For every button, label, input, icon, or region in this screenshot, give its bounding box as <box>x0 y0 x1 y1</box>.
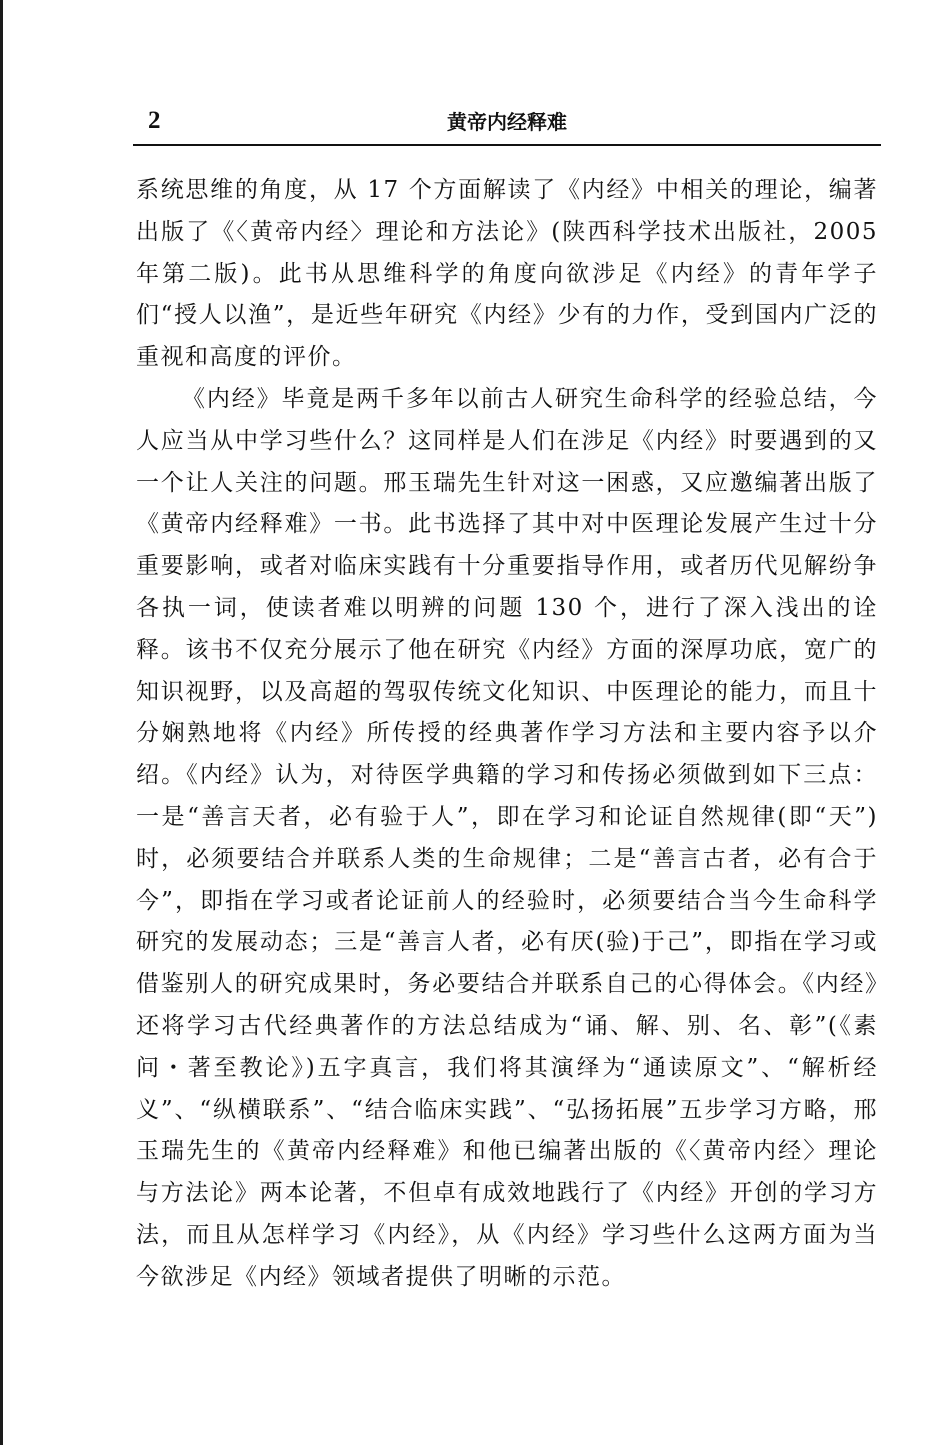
paragraph-main: 《内经》毕竟是两千多年以前古人研究生命科学的经验总结，今人应当从中学习些什么？这同样是人们在涉足《内经》时要遇到的又一个让人关注的问题。邢玉瑞先生针对这一困惑，又应邀编著出版了《黄帝内经释难》一书。此书选择了其中对中医理论发展产生过十分重要影响，或者对临床实践有十分重要指导作用，或者历代见解纷争各执一词，使读者难以明辨的问题 130 个，进行了深入浅出的诠释。该书不仅充分展示了他在研究《内经》方面的深厚功底，宽广的知识视野，以及高超的驾驭传统文化知识、中医理论的能力，而且十分娴熟地将《内经》所传授的经典著作学习方法和主要内容予以介绍。《内经》认为，对待医学典籍的学习和传扬必须做到如下三点：一是“善言天者，必有验于人”，即在学习和论证自然规律(即“天”)时，必须要结合并联系人类的生命规律；二是“善言古者，必有合于今”，即指在学习或者论证前人的经验时，必须要结合当今生命科学研究的发展动态；三是“善言人者，必有厌(验)于己”，即指在学习或借鉴别人的研究成果时，务必要结合并联系自己的心得体会。《内经》还将学习古代经典著作的方法总结成为“诵、解、别、名、彰”(《素问・著至教论》)五字真言，我们将其演绎为“通读原文”、“解析经义”、“纵横联系”、“结合临床实践”、“弘扬拓展”五步学习方略，邢玉瑞先生的《黄帝内经释难》和他已编著出版的《〈黄帝内经〉理论与方法论》两本论著，不但卓有成效地践行了《内经》开创的学习方法，而且从怎样学习《内经》，从《内经》学习些什么这两方面为当今欲涉足《内经》领域者提供了明晰的示范。 <box>136 385 878 1290</box>
book-title: 黄帝内经释难 <box>447 110 567 134</box>
running-head <box>136 104 878 138</box>
page-number: 2 <box>148 107 161 134</box>
page-edge <box>0 0 3 1445</box>
header-rule <box>133 144 881 146</box>
body-text <box>136 170 878 1299</box>
paragraph-continuation: 系统思维的角度，从 17 个方面解读了《内经》中相关的理论，编著出版了《〈黄帝内经〉理论和方法论》(陕西科学技术出版社，2005 年第二版)。此书从思维科学的角度向欲涉足《内经》的青年学子们“授人以渔”，是近些年研究《内经》少有的力作，受到国内广泛的重视和高度的评价。 <box>136 177 878 371</box>
